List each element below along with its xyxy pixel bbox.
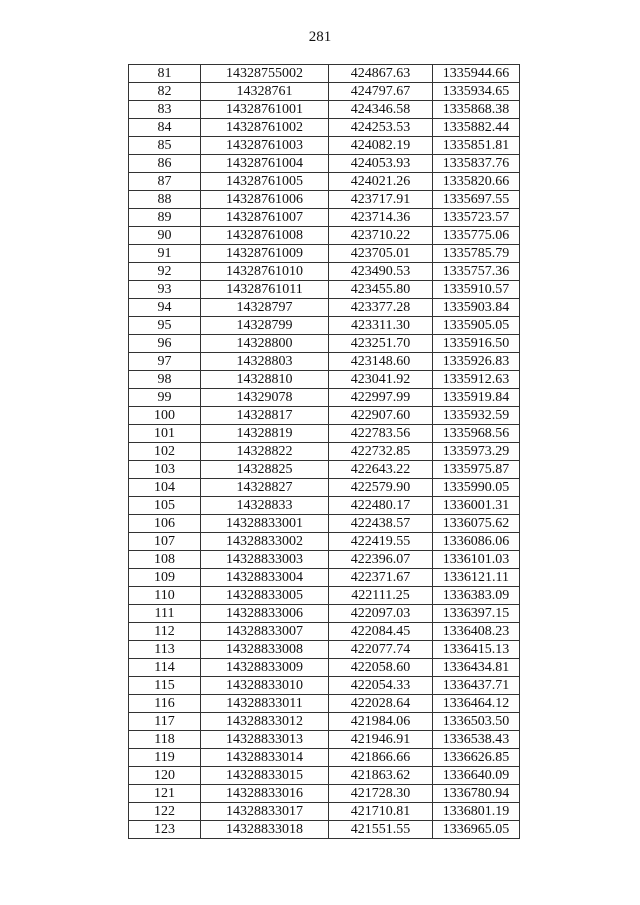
table-row: [129, 533, 520, 551]
table-row: [129, 515, 520, 533]
point-id-cell: 14328825: [201, 461, 329, 479]
row-number-cell: 97: [129, 353, 201, 371]
row-number-cell: 86: [129, 155, 201, 173]
x-coordinate-cell: 421984.06: [329, 713, 433, 731]
y-coordinate-cell: 1335916.50: [433, 335, 520, 353]
y-coordinate-cell: 1335905.05: [433, 317, 520, 335]
row-number-cell: 102: [129, 443, 201, 461]
table-row: [129, 137, 520, 155]
y-coordinate-cell: 1335944.66: [433, 65, 520, 83]
y-coordinate-cell: 1336121.11: [433, 569, 520, 587]
row-number-cell: 96: [129, 335, 201, 353]
y-coordinate-cell: 1335697.55: [433, 191, 520, 209]
y-coordinate-cell: 1335968.56: [433, 425, 520, 443]
point-id-cell: 14328755002: [201, 65, 329, 83]
table-row: [129, 407, 520, 425]
row-number-cell: 106: [129, 515, 201, 533]
row-number-cell: 98: [129, 371, 201, 389]
x-coordinate-cell: 423148.60: [329, 353, 433, 371]
table-row: [129, 641, 520, 659]
y-coordinate-cell: 1335932.59: [433, 407, 520, 425]
x-coordinate-cell: 423251.70: [329, 335, 433, 353]
row-number-cell: 118: [129, 731, 201, 749]
point-id-cell: 14328761004: [201, 155, 329, 173]
x-coordinate-cell: 421866.66: [329, 749, 433, 767]
table-body: [129, 65, 520, 839]
x-coordinate-cell: 424082.19: [329, 137, 433, 155]
table-row: [129, 479, 520, 497]
point-id-cell: 14328833002: [201, 533, 329, 551]
table-row: [129, 803, 520, 821]
point-id-cell: 14328761003: [201, 137, 329, 155]
table-row: [129, 173, 520, 191]
table-row: [129, 587, 520, 605]
point-id-cell: 14328833006: [201, 605, 329, 623]
row-number-cell: 82: [129, 83, 201, 101]
point-id-cell: 14328833007: [201, 623, 329, 641]
y-coordinate-cell: 1335785.79: [433, 245, 520, 263]
x-coordinate-cell: 422997.99: [329, 389, 433, 407]
y-coordinate-cell: 1335837.76: [433, 155, 520, 173]
x-coordinate-cell: 422579.90: [329, 479, 433, 497]
point-id-cell: 14328833009: [201, 659, 329, 677]
x-coordinate-cell: 422084.45: [329, 623, 433, 641]
point-id-cell: 14328761005: [201, 173, 329, 191]
point-id-cell: 14328822: [201, 443, 329, 461]
x-coordinate-cell: 421728.30: [329, 785, 433, 803]
y-coordinate-cell: 1335919.84: [433, 389, 520, 407]
x-coordinate-cell: 422907.60: [329, 407, 433, 425]
row-number-cell: 111: [129, 605, 201, 623]
point-id-cell: 14329078: [201, 389, 329, 407]
y-coordinate-cell: 1336383.09: [433, 587, 520, 605]
table-row: [129, 353, 520, 371]
point-id-cell: 14328800: [201, 335, 329, 353]
x-coordinate-cell: 424253.53: [329, 119, 433, 137]
y-coordinate-cell: 1335926.83: [433, 353, 520, 371]
row-number-cell: 105: [129, 497, 201, 515]
point-id-cell: 14328761006: [201, 191, 329, 209]
row-number-cell: 100: [129, 407, 201, 425]
table-row: [129, 281, 520, 299]
table-row: [129, 443, 520, 461]
x-coordinate-cell: 422396.07: [329, 551, 433, 569]
x-coordinate-cell: 423455.80: [329, 281, 433, 299]
y-coordinate-cell: 1335910.57: [433, 281, 520, 299]
x-coordinate-cell: 422111.25: [329, 587, 433, 605]
y-coordinate-cell: 1336626.85: [433, 749, 520, 767]
x-coordinate-cell: 424021.26: [329, 173, 433, 191]
point-id-cell: 14328810: [201, 371, 329, 389]
x-coordinate-cell: 422438.57: [329, 515, 433, 533]
table-row: [129, 227, 520, 245]
x-coordinate-cell: 423710.22: [329, 227, 433, 245]
row-number-cell: 87: [129, 173, 201, 191]
table-row: [129, 821, 520, 839]
table-row: [129, 767, 520, 785]
y-coordinate-cell: 1336437.71: [433, 677, 520, 695]
x-coordinate-cell: 422054.33: [329, 677, 433, 695]
table-row: [129, 317, 520, 335]
point-id-cell: 14328803: [201, 353, 329, 371]
coordinates-table: [128, 64, 520, 839]
x-coordinate-cell: 422371.67: [329, 569, 433, 587]
x-coordinate-cell: 424797.67: [329, 83, 433, 101]
table-row: [129, 155, 520, 173]
row-number-cell: 107: [129, 533, 201, 551]
x-coordinate-cell: 423311.30: [329, 317, 433, 335]
x-coordinate-cell: 424867.63: [329, 65, 433, 83]
y-coordinate-cell: 1336075.62: [433, 515, 520, 533]
row-number-cell: 101: [129, 425, 201, 443]
row-number-cell: 81: [129, 65, 201, 83]
row-number-cell: 115: [129, 677, 201, 695]
table-row: [129, 695, 520, 713]
row-number-cell: 83: [129, 101, 201, 119]
y-coordinate-cell: 1335820.66: [433, 173, 520, 191]
table-row: [129, 461, 520, 479]
table-row: [129, 101, 520, 119]
table-row: [129, 119, 520, 137]
point-id-cell: 14328761007: [201, 209, 329, 227]
point-id-cell: 14328761008: [201, 227, 329, 245]
x-coordinate-cell: 422028.64: [329, 695, 433, 713]
table-row: [129, 677, 520, 695]
y-coordinate-cell: 1336408.23: [433, 623, 520, 641]
point-id-cell: 14328833011: [201, 695, 329, 713]
row-number-cell: 88: [129, 191, 201, 209]
table-row: [129, 569, 520, 587]
table-row: [129, 191, 520, 209]
y-coordinate-cell: 1336801.19: [433, 803, 520, 821]
row-number-cell: 94: [129, 299, 201, 317]
row-number-cell: 104: [129, 479, 201, 497]
point-id-cell: 14328761009: [201, 245, 329, 263]
y-coordinate-cell: 1336101.03: [433, 551, 520, 569]
row-number-cell: 114: [129, 659, 201, 677]
x-coordinate-cell: 423377.28: [329, 299, 433, 317]
table-row: [129, 263, 520, 281]
point-id-cell: 14328833005: [201, 587, 329, 605]
row-number-cell: 91: [129, 245, 201, 263]
row-number-cell: 108: [129, 551, 201, 569]
point-id-cell: 14328761002: [201, 119, 329, 137]
y-coordinate-cell: 1336503.50: [433, 713, 520, 731]
point-id-cell: 14328817: [201, 407, 329, 425]
y-coordinate-cell: 1335990.05: [433, 479, 520, 497]
table-row: [129, 65, 520, 83]
row-number-cell: 119: [129, 749, 201, 767]
row-number-cell: 92: [129, 263, 201, 281]
point-id-cell: 14328797: [201, 299, 329, 317]
x-coordinate-cell: 421863.62: [329, 767, 433, 785]
table-row: [129, 605, 520, 623]
y-coordinate-cell: 1335973.29: [433, 443, 520, 461]
point-id-cell: 14328761001: [201, 101, 329, 119]
y-coordinate-cell: 1336965.05: [433, 821, 520, 839]
point-id-cell: 14328833: [201, 497, 329, 515]
y-coordinate-cell: 1336434.81: [433, 659, 520, 677]
point-id-cell: 14328827: [201, 479, 329, 497]
y-coordinate-cell: 1335775.06: [433, 227, 520, 245]
row-number-cell: 123: [129, 821, 201, 839]
point-id-cell: 14328833014: [201, 749, 329, 767]
x-coordinate-cell: 423490.53: [329, 263, 433, 281]
y-coordinate-cell: 1336086.06: [433, 533, 520, 551]
x-coordinate-cell: 421551.55: [329, 821, 433, 839]
x-coordinate-cell: 423041.92: [329, 371, 433, 389]
x-coordinate-cell: 422480.17: [329, 497, 433, 515]
x-coordinate-cell: 424346.58: [329, 101, 433, 119]
row-number-cell: 116: [129, 695, 201, 713]
row-number-cell: 95: [129, 317, 201, 335]
row-number-cell: 85: [129, 137, 201, 155]
point-id-cell: 14328761010: [201, 263, 329, 281]
y-coordinate-cell: 1335903.84: [433, 299, 520, 317]
y-coordinate-cell: 1336415.13: [433, 641, 520, 659]
x-coordinate-cell: 423705.01: [329, 245, 433, 263]
y-coordinate-cell: 1335912.63: [433, 371, 520, 389]
x-coordinate-cell: 421710.81: [329, 803, 433, 821]
point-id-cell: 14328833001: [201, 515, 329, 533]
table-row: [129, 425, 520, 443]
point-id-cell: 14328833015: [201, 767, 329, 785]
table-row: [129, 731, 520, 749]
row-number-cell: 99: [129, 389, 201, 407]
x-coordinate-cell: 423714.36: [329, 209, 433, 227]
point-id-cell: 14328833012: [201, 713, 329, 731]
row-number-cell: 109: [129, 569, 201, 587]
point-id-cell: 14328833017: [201, 803, 329, 821]
y-coordinate-cell: 1335851.81: [433, 137, 520, 155]
x-coordinate-cell: 424053.93: [329, 155, 433, 173]
row-number-cell: 93: [129, 281, 201, 299]
point-id-cell: 14328799: [201, 317, 329, 335]
table-row: [129, 713, 520, 731]
point-id-cell: 14328833004: [201, 569, 329, 587]
point-id-cell: 14328761011: [201, 281, 329, 299]
y-coordinate-cell: 1335723.57: [433, 209, 520, 227]
y-coordinate-cell: 1335934.65: [433, 83, 520, 101]
table-row: [129, 245, 520, 263]
row-number-cell: 120: [129, 767, 201, 785]
row-number-cell: 121: [129, 785, 201, 803]
row-number-cell: 103: [129, 461, 201, 479]
table-row: [129, 623, 520, 641]
y-coordinate-cell: 1336538.43: [433, 731, 520, 749]
x-coordinate-cell: 421946.91: [329, 731, 433, 749]
point-id-cell: 14328833003: [201, 551, 329, 569]
x-coordinate-cell: 422077.74: [329, 641, 433, 659]
point-id-cell: 14328819: [201, 425, 329, 443]
page-number: 281: [308, 29, 332, 45]
row-number-cell: 110: [129, 587, 201, 605]
table-row: [129, 785, 520, 803]
point-id-cell: 14328761: [201, 83, 329, 101]
table-row: [129, 551, 520, 569]
row-number-cell: 112: [129, 623, 201, 641]
y-coordinate-cell: 1335757.36: [433, 263, 520, 281]
x-coordinate-cell: 422643.22: [329, 461, 433, 479]
x-coordinate-cell: 422783.56: [329, 425, 433, 443]
x-coordinate-cell: 422097.03: [329, 605, 433, 623]
row-number-cell: 113: [129, 641, 201, 659]
point-id-cell: 14328833016: [201, 785, 329, 803]
table-row: [129, 749, 520, 767]
table-row: [129, 497, 520, 515]
row-number-cell: 90: [129, 227, 201, 245]
table-row: [129, 659, 520, 677]
table-row: [129, 83, 520, 101]
x-coordinate-cell: 422419.55: [329, 533, 433, 551]
y-coordinate-cell: 1336780.94: [433, 785, 520, 803]
y-coordinate-cell: 1335868.38: [433, 101, 520, 119]
row-number-cell: 117: [129, 713, 201, 731]
y-coordinate-cell: 1336640.09: [433, 767, 520, 785]
x-coordinate-cell: 423717.91: [329, 191, 433, 209]
table-row: [129, 299, 520, 317]
point-id-cell: 14328833010: [201, 677, 329, 695]
y-coordinate-cell: 1335975.87: [433, 461, 520, 479]
x-coordinate-cell: 422058.60: [329, 659, 433, 677]
y-coordinate-cell: 1336464.12: [433, 695, 520, 713]
point-id-cell: 14328833008: [201, 641, 329, 659]
y-coordinate-cell: 1336001.31: [433, 497, 520, 515]
row-number-cell: 122: [129, 803, 201, 821]
y-coordinate-cell: 1336397.15: [433, 605, 520, 623]
table-row: [129, 209, 520, 227]
point-id-cell: 14328833013: [201, 731, 329, 749]
row-number-cell: 84: [129, 119, 201, 137]
row-number-cell: 89: [129, 209, 201, 227]
table-row: [129, 335, 520, 353]
point-id-cell: 14328833018: [201, 821, 329, 839]
y-coordinate-cell: 1335882.44: [433, 119, 520, 137]
table-row: [129, 371, 520, 389]
x-coordinate-cell: 422732.85: [329, 443, 433, 461]
table-row: [129, 389, 520, 407]
